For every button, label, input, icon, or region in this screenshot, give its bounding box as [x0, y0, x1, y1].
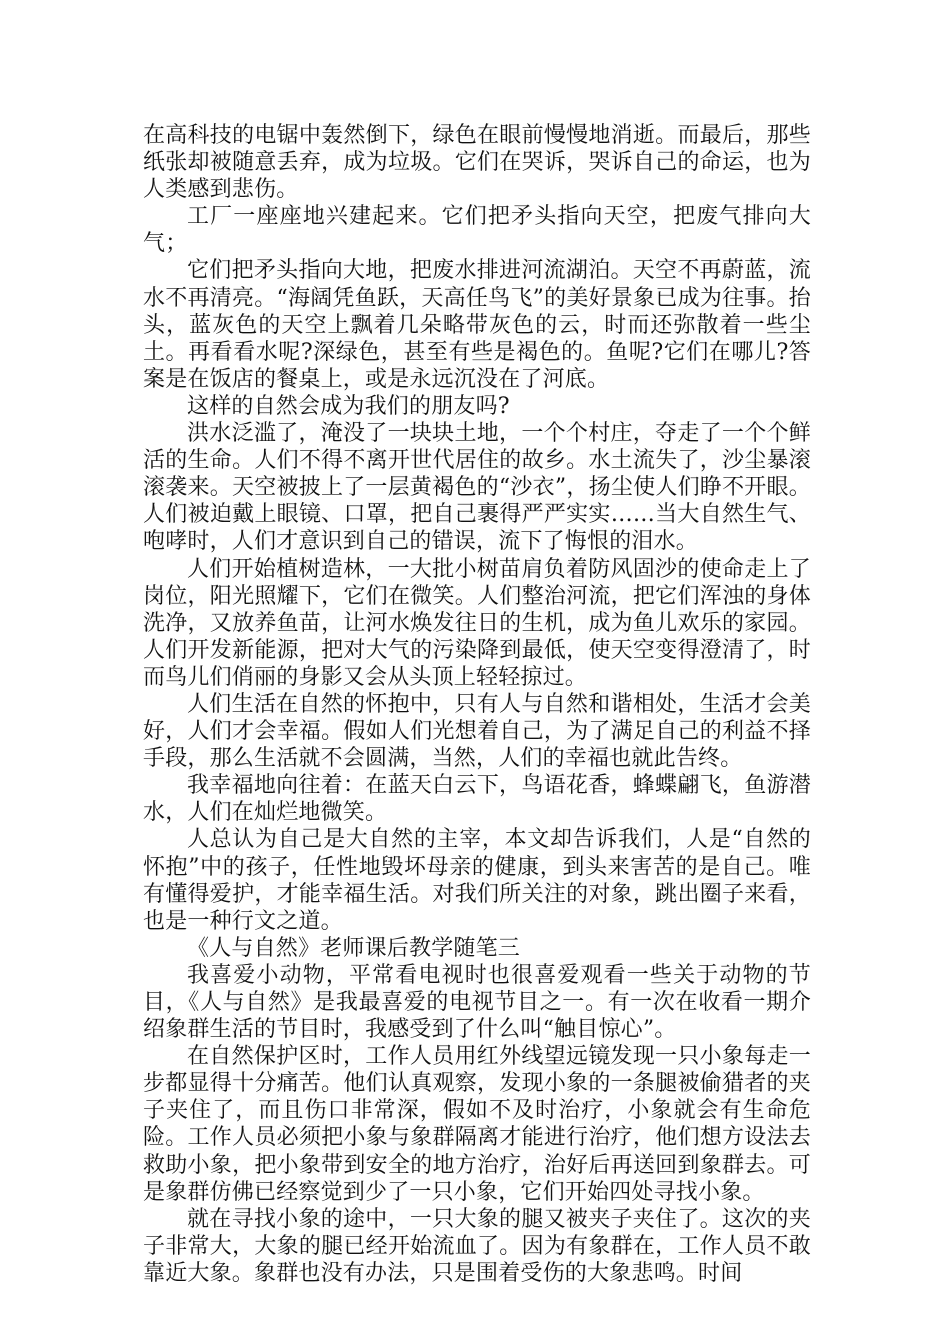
paragraph: 它们把矛头指向大地，把废水排进河流湖泊。天空不再蔚蓝，流水不再清亮。“海阔凭鱼跃，天高任鸟飞”的美好景象已成为往事。抬头，蓝灰色的天空上飘着几朵略带灰色的云，时而还弥散着一些尘土。再看看水呢?深绿色，甚至有些是褐色的。鱼呢?它们在哪儿?答案是在饭店的餐桌上，或是永远沉没在了河底。	[143, 258, 811, 392]
paragraph: 就在寻找小象的途中，一只大象的腿又被夹子夹住了。这次的夹子非常大，大象的腿已经开始流血了。因为有象群在，工作人员不敢靠近大象。象群也没有办法，只是围着受伤的大象悲鸣。时间	[143, 1206, 811, 1286]
paragraph: 我喜爱小动物，平常看电视时也很喜爱观看一些关于动物的节目，《人与自然》是我最喜爱的电视节目之一。有一次在收看一期介绍象群生活的节目时，我感受到了什么叫“触目惊心”。	[143, 962, 811, 1043]
paragraph: 人们开始植树造林，一大批小树苗肩负着防风固沙的使命走上了岗位，阳光照耀下，它们在微笑。人们整治河流，把它们浑浊的身体洗净，又放养鱼苗，让河水焕发往日的生机，成为鱼儿欢乐的家园。人们开发新能源，把对大气的污染降到最低，使天空变得澄清了，时而鸟儿们俏丽的身影又会从头顶上轻轻掠过。	[143, 556, 811, 690]
paragraph: 我幸福地向往着：在蓝天白云下，鸟语花香，蜂蝶翩飞，鱼游潜水，人们在灿烂地微笑。	[143, 773, 811, 826]
paragraph: 人总认为自己是大自然的主宰，本文却告诉我们，人是“自然的怀抱”中的孩子，任性地毁坏母亲的健康，到头来害苦的是自己。唯有懂得爱护，才能幸福生活。对我们所关注的对象，跳出圈子来看，也是一种行文之道。	[143, 827, 811, 934]
paragraph: 人们生活在自然的怀抱中，只有人与自然和谐相处，生活才会美好，人们才会幸福。假如人们光想着自己，为了满足自己的利益不择手段，那么生活就不会圆满，当然，人们的幸福也就此告终。	[143, 691, 811, 772]
document-body	[143, 122, 811, 1287]
paragraph: 洪水泛滥了，淹没了一块块土地，一个个村庄，夺走了一个个鲜活的生命。人们不得不离开世代居住的故乡。水土流失了，沙尘暴滚滚袭来。天空被披上了一层黄褐色的“沙衣”，扬尘使人们睁不开眼。人们被迫戴上眼镜、口罩，把自己裹得严严实实……当大自然生气、咆哮时，人们才意识到自己的错误，流下了悔恨的泪水。	[143, 421, 811, 555]
paragraph: 在自然保护区时，工作人员用红外线望远镜发现一只小象每走一步都显得十分痛苦。他们认真观察，发现小象的一条腿被偷猎者的夹子夹住了，而且伤口非常深，假如不及时治疗，小象就会有生命危险。工作人员必须把小象与象群隔离才能进行治疗，他们想方设法去救助小象，把小象带到安全的地方治疗，治好后再送回到象群去。可是象群仿佛已经察觉到少了一只小象，它们开始四处寻找小象。	[143, 1044, 811, 1205]
paragraph: 这样的自然会成为我们的朋友吗?	[187, 393, 510, 419]
paragraph: 工厂一座座地兴建起来。它们把矛头指向天空，把废气排向大气；	[143, 204, 811, 257]
paragraph: 在高科技的电锯中轰然倒下，绿色在眼前慢慢地消逝。而最后，那些纸张却被随意丢弃，成为垃圾。它们在哭诉，哭诉自己的命运，也为人类感到悲伤。	[143, 123, 811, 203]
section-heading: 《人与自然》老师课后教学随笔三	[187, 935, 521, 961]
